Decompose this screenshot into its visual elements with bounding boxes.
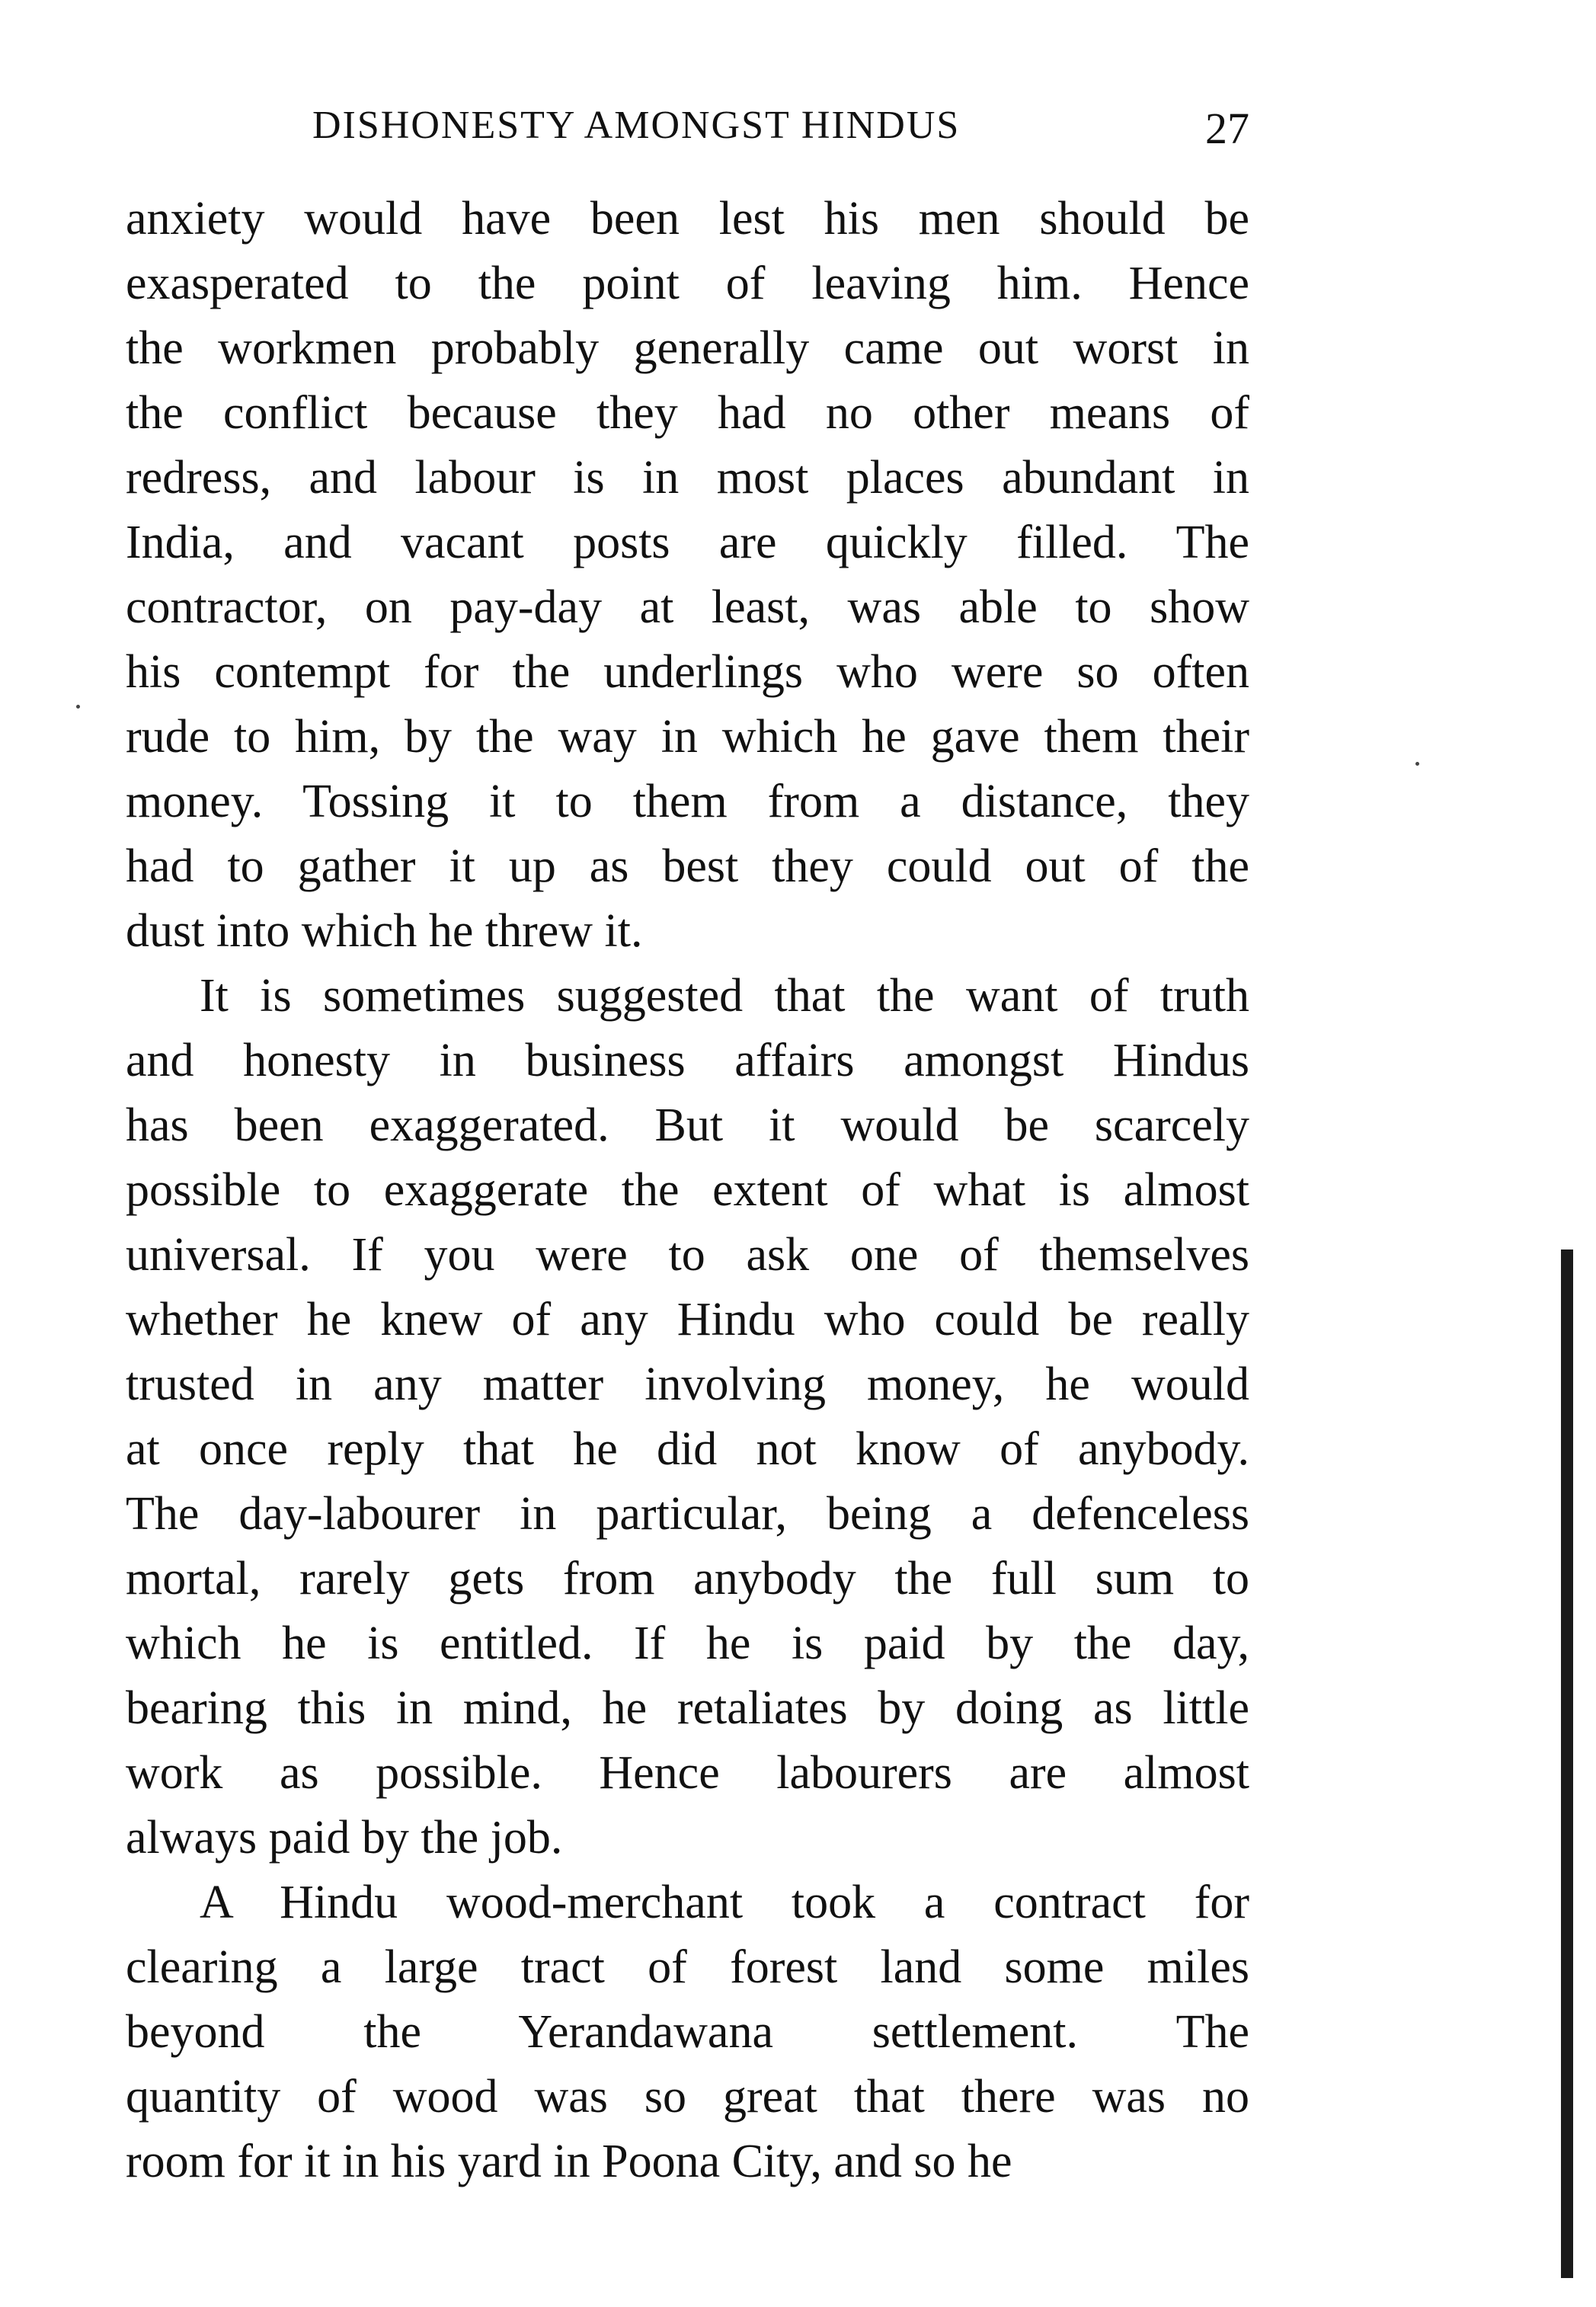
text-line: rude to him, by the way in which he gave them their bbox=[126, 711, 1249, 763]
text-line: India, and vacant posts are quickly filled. The bbox=[126, 517, 1249, 568]
text-line: work as possible. Hence labourers are almost bbox=[126, 1747, 1249, 1799]
text-line: beyond the Yerandawana settlement. The bbox=[126, 2006, 1249, 2058]
text-line: which he is entitled. If he is paid by the day, bbox=[126, 1617, 1249, 1669]
text-line: always paid by the job. bbox=[126, 1812, 563, 1864]
text-line: clearing a large tract of forest land some miles bbox=[126, 1941, 1249, 1993]
paper-speck bbox=[76, 705, 80, 709]
text-line: and honesty in business affairs amongst Hindus bbox=[126, 1035, 1249, 1086]
text-line: redress, and labour is in most places abundant in bbox=[126, 452, 1249, 504]
text-line: It is sometimes suggested that the want of truth bbox=[200, 970, 1249, 1022]
text-line: the workmen probably generally came out worst in bbox=[126, 322, 1249, 374]
text-line: anxiety would have been lest his men should be bbox=[126, 193, 1249, 245]
text-line: dust into which he threw it. bbox=[126, 905, 643, 957]
binding-shadow bbox=[1561, 1249, 1573, 2278]
text-line: at once reply that he did not know of anybody. bbox=[126, 1423, 1249, 1475]
text-line: universal. If you were to ask one of themselves bbox=[126, 1229, 1249, 1281]
page-number: 27 bbox=[1205, 104, 1249, 153]
text-line: The day-labourer in particular, being a defenceless bbox=[126, 1488, 1249, 1540]
text-line: had to gather it up as best they could out of the bbox=[126, 840, 1249, 892]
paragraph bbox=[126, 1870, 1249, 2194]
text-line: trusted in any matter involving money, he would bbox=[126, 1358, 1249, 1410]
paper-speck bbox=[1415, 762, 1419, 766]
text-line: room for it in his yard in Poona City, and so he bbox=[126, 2136, 1012, 2187]
text-line: A Hindu wood-merchant took a contract for bbox=[200, 1877, 1249, 1928]
text-line: his contempt for the underlings who were so often bbox=[126, 646, 1249, 698]
text-line: bearing this in mind, he retaliates by doing as little bbox=[126, 1682, 1249, 1734]
text-line: mortal, rarely gets from anybody the full sum to bbox=[126, 1553, 1249, 1605]
text-line: money. Tossing it to them from a distance, they bbox=[126, 776, 1249, 827]
paragraph bbox=[126, 964, 1249, 1870]
text-line: exasperated to the point of leaving him. Hence bbox=[126, 258, 1249, 309]
running-header: DISHONESTY AMONGST HINDUS bbox=[312, 104, 961, 147]
paragraph bbox=[126, 187, 1249, 964]
text-line: whether he knew of any Hindu who could be really bbox=[126, 1294, 1249, 1345]
text-line: quantity of wood was so great that there was no bbox=[126, 2071, 1249, 2123]
text-line: possible to exaggerate the extent of what is almost bbox=[126, 1164, 1249, 1216]
text-line: the conflict because they had no other means of bbox=[126, 387, 1249, 439]
text-line: has been exaggerated. But it would be scarcely bbox=[126, 1099, 1249, 1151]
text-line: contractor, on pay-day at least, was able to show bbox=[126, 581, 1249, 633]
body-text bbox=[126, 187, 1249, 2194]
